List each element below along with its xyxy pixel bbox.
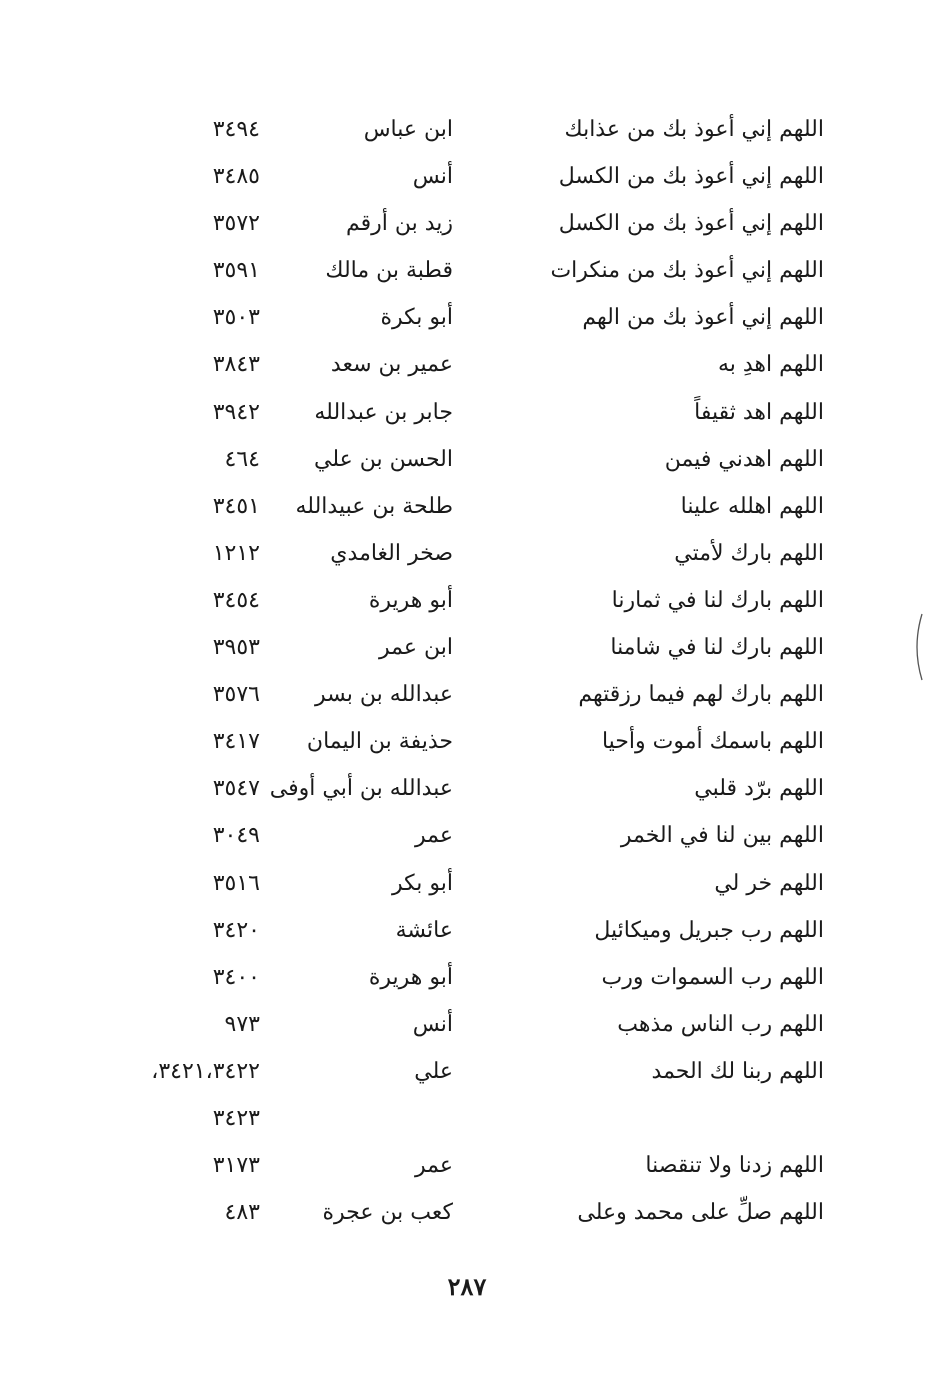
hadith-reference-number: ٣٤٢٠ bbox=[212, 917, 260, 943]
hadith-opening-text: اللهم اهدني فيمن bbox=[664, 446, 824, 472]
narrator-name: صخر الغامدي bbox=[330, 540, 453, 566]
narrator-name: عبدالله بن أبي أوفى bbox=[269, 776, 453, 802]
table-row bbox=[0, 577, 934, 624]
hadith-reference-number: ٣٤١٧ bbox=[212, 729, 260, 755]
hadith-opening-text: اللهم إني أعوذ بك من الهم bbox=[582, 305, 824, 331]
hadith-opening-text: اللهم إني أعوذ بك من الكسل bbox=[558, 211, 824, 237]
hadith-index-table bbox=[0, 106, 934, 1236]
table-row bbox=[0, 812, 934, 859]
hadith-reference-number: ٣٠٤٩ bbox=[212, 823, 260, 849]
narrator-name: أنس bbox=[412, 1011, 453, 1037]
table-row bbox=[0, 106, 934, 153]
hadith-opening-text: اللهم رب السموات ورب bbox=[601, 964, 824, 990]
narrator-name: زيد بن أرقم bbox=[345, 211, 453, 237]
table-row bbox=[0, 294, 934, 341]
narrator-name bbox=[253, 1095, 453, 1142]
hadith-reference-number: ٤٦٤ bbox=[224, 446, 260, 472]
hadith-reference-number: ٣٩٥٣ bbox=[212, 635, 260, 661]
narrator-name: طلحة بن عبيدالله bbox=[295, 493, 453, 519]
hadith-reference-number: ٣٥١٦ bbox=[212, 870, 260, 896]
narrator-name: حذيفة بن اليمان bbox=[306, 729, 453, 755]
page-number: ٢٨٧ bbox=[447, 1272, 487, 1301]
hadith-reference-number: ٣٤٥١ bbox=[212, 493, 260, 519]
table-row bbox=[0, 200, 934, 247]
hadith-opening-text: اللهم إني أعوذ بك من الكسل bbox=[558, 164, 824, 190]
hadith-opening-text: اللهم باسمك أموت وأحيا bbox=[601, 729, 824, 755]
narrator-name: الحسن بن علي bbox=[314, 446, 453, 472]
hadith-opening-text: اللهم اهدِ به bbox=[717, 352, 824, 378]
hadith-reference-number: ٣٤٢١،٣٤٢٢، bbox=[151, 1058, 260, 1084]
table-row bbox=[0, 718, 934, 765]
hadith-reference-number: ٣٥٠٣ bbox=[212, 305, 260, 331]
narrator-name: ابن عمر bbox=[379, 635, 453, 661]
table-row bbox=[0, 954, 934, 1001]
hadith-opening-text: اللهم ربنا لك الحمد bbox=[651, 1058, 824, 1084]
hadith-opening-text: اللهم إني أعوذ بك من منكرات bbox=[550, 258, 824, 284]
hadith-opening-text bbox=[524, 1095, 824, 1142]
narrator-name: أبو بكرة bbox=[380, 305, 453, 331]
hadith-opening-text: اللهم رب جبريل وميكائيل bbox=[594, 917, 824, 943]
narrator-name: أنس bbox=[412, 164, 453, 190]
hadith-reference-number: ٣٨٤٣ bbox=[212, 352, 260, 378]
table-row bbox=[0, 436, 934, 483]
narrator-name: أبو هريرة bbox=[368, 587, 453, 613]
hadith-reference-number: ٣٤٩٤ bbox=[212, 117, 260, 142]
hadith-reference-number: ٣٥٧٦ bbox=[212, 682, 260, 708]
hadith-reference-number: ٣٥٤٧ bbox=[212, 776, 260, 802]
table-row bbox=[0, 247, 934, 294]
table-row bbox=[0, 1048, 934, 1095]
hadith-reference-number: ٤٨٣ bbox=[224, 1200, 260, 1226]
hadith-reference-number: ٣٤٢٣ bbox=[212, 1105, 260, 1131]
hadith-opening-text: اللهم إني أعوذ بك من عذابك bbox=[564, 117, 824, 142]
hadith-opening-text: اللهم بارك لهم فيما رزقتهم bbox=[578, 682, 824, 708]
hadith-opening-text: اللهم زدنا ولا تنقصنا bbox=[645, 1153, 824, 1179]
table-row bbox=[0, 389, 934, 436]
table-row bbox=[0, 1001, 934, 1048]
narrator-name: أبو بكر bbox=[391, 870, 453, 896]
narrator-name: عبدالله بن بسر bbox=[315, 682, 453, 708]
narrator-name: عمير بن سعد bbox=[330, 352, 453, 378]
narrator-name: عائشة bbox=[395, 917, 453, 943]
hadith-opening-text: اللهم خر لي bbox=[714, 870, 824, 896]
hadith-reference-number: ٣٤٠٠ bbox=[212, 964, 260, 990]
table-row bbox=[0, 1142, 934, 1189]
hadith-opening-text: اللهم بين لنا في الخمر bbox=[620, 823, 824, 849]
narrator-name: كعب بن عجرة bbox=[322, 1200, 453, 1226]
hadith-reference-number: ٣٩٤٢ bbox=[212, 399, 260, 425]
hadith-opening-text: اللهم صلِّ على محمد وعلى bbox=[577, 1200, 824, 1226]
hadith-reference-number: ٩٧٣ bbox=[224, 1011, 260, 1037]
hadith-reference-number: ١٢١٢ bbox=[212, 540, 260, 566]
hadith-reference-number: ٣٤٥٤ bbox=[212, 587, 260, 613]
hadith-reference-number: ٣٥٩١ bbox=[212, 258, 260, 284]
hadith-opening-text: اللهم بارك لنا في شامنا bbox=[610, 635, 824, 661]
hadith-opening-text: اللهم بارك لنا في ثمارنا bbox=[611, 587, 824, 613]
hadith-opening-text: اللهم اهد ثقيفاً bbox=[694, 399, 824, 425]
table-row bbox=[0, 907, 934, 954]
narrator-name: جابر بن عبدالله bbox=[314, 399, 453, 425]
narrator-name: عمر bbox=[415, 823, 453, 849]
table-row bbox=[0, 153, 934, 200]
table-row bbox=[0, 624, 934, 671]
hadith-reference-number: ٣٥٧٢ bbox=[212, 211, 260, 237]
table-row bbox=[0, 671, 934, 718]
table-row bbox=[0, 341, 934, 388]
narrator-name: قطبة بن مالك bbox=[325, 258, 453, 284]
table-row bbox=[0, 860, 934, 907]
table-row bbox=[0, 483, 934, 530]
hadith-opening-text: اللهم بارك لأمتي bbox=[674, 540, 824, 566]
narrator-name: علي bbox=[414, 1058, 453, 1084]
narrator-name: عمر bbox=[415, 1153, 453, 1179]
hadith-opening-text: اللهم اهلله علينا bbox=[680, 493, 824, 519]
table-row bbox=[0, 530, 934, 577]
table-row bbox=[0, 765, 934, 812]
hadith-opening-text: اللهم برّد قلبي bbox=[694, 776, 824, 802]
hadith-reference-number: ٣١٧٣ bbox=[212, 1153, 260, 1179]
margin-bracket-mark bbox=[910, 612, 924, 682]
table-row bbox=[0, 1189, 934, 1236]
hadith-opening-text: اللهم رب الناس مذهب bbox=[617, 1011, 824, 1037]
hadith-reference-number: ٣٤٨٥ bbox=[212, 164, 260, 190]
narrator-name: أبو هريرة bbox=[368, 964, 453, 990]
table-row bbox=[0, 1095, 934, 1142]
narrator-name: ابن عباس bbox=[363, 117, 453, 142]
